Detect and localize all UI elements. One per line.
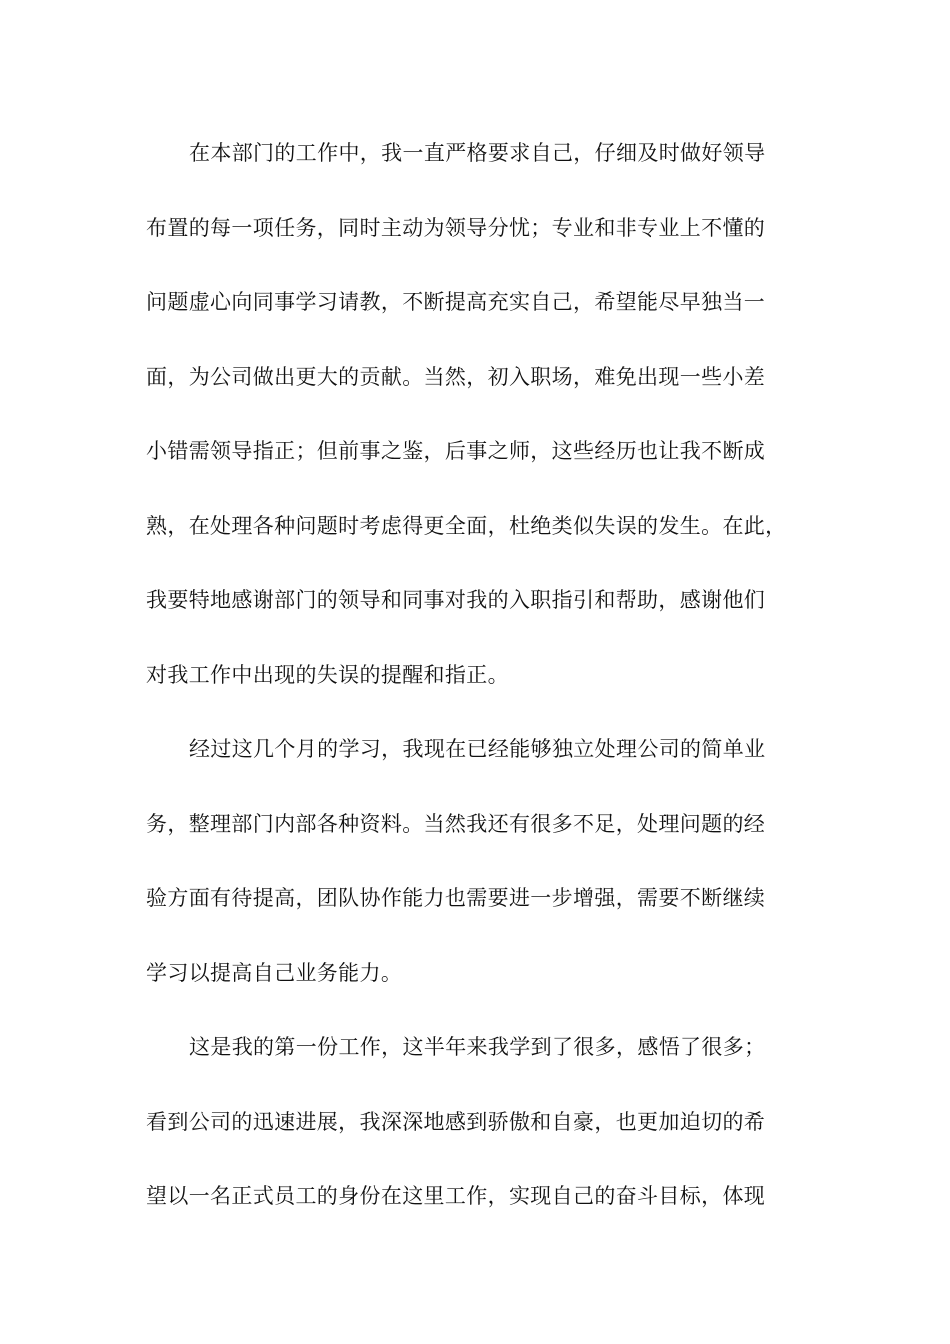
text-line: 经过这几个月的学习，我现在已经能够独立处理公司的简单业 <box>189 737 766 761</box>
text-line: 面，为公司做出更大的贡献。当然，初入职场，难免出现一些小差 <box>146 364 766 389</box>
text-line: 看到公司的迅速进展，我深深地感到骄傲和自豪，也更加迫切的希 <box>146 1109 766 1134</box>
text-line: 望以一名正式员工的身份在这里工作，实现自己的奋斗目标，体现 <box>146 1184 766 1208</box>
text-line: 在本部门的工作中，我一直严格要求自己，仔细及时做好领导 <box>189 141 766 165</box>
document-body <box>146 128 826 1246</box>
text-line: 小错需领导指正；但前事之鉴，后事之师，这些经历也让我不断成 <box>146 439 766 463</box>
text-line: 务，整理部门内部各种资料。当然我还有很多不足，处理问题的经 <box>146 811 766 836</box>
text-line: 熟，在处理各种问题时考虑得更全面，杜绝类似失误的发生。在此， <box>146 513 787 538</box>
text-line: 学习以提高自己业务能力。 <box>146 960 403 985</box>
text-line: 对我工作中出现的失误的提醒和指正。 <box>146 662 509 687</box>
text-line: 布置的每一项任务，同时主动为领导分忧；专业和非专业上不懂的 <box>146 215 766 240</box>
text-line: 问题虚心向同事学习请教，不断提高充实自己，希望能尽早独当一 <box>146 290 766 314</box>
text-line: 我要特地感谢部门的领导和同事对我的入职指引和帮助，感谢他们 <box>146 588 766 612</box>
text-line: 这是我的第一份工作，这半年来我学到了很多，感悟了很多； <box>189 1035 766 1059</box>
text-line: 验方面有待提高，团队协作能力也需要进一步增强，需要不断继续 <box>146 886 766 910</box>
